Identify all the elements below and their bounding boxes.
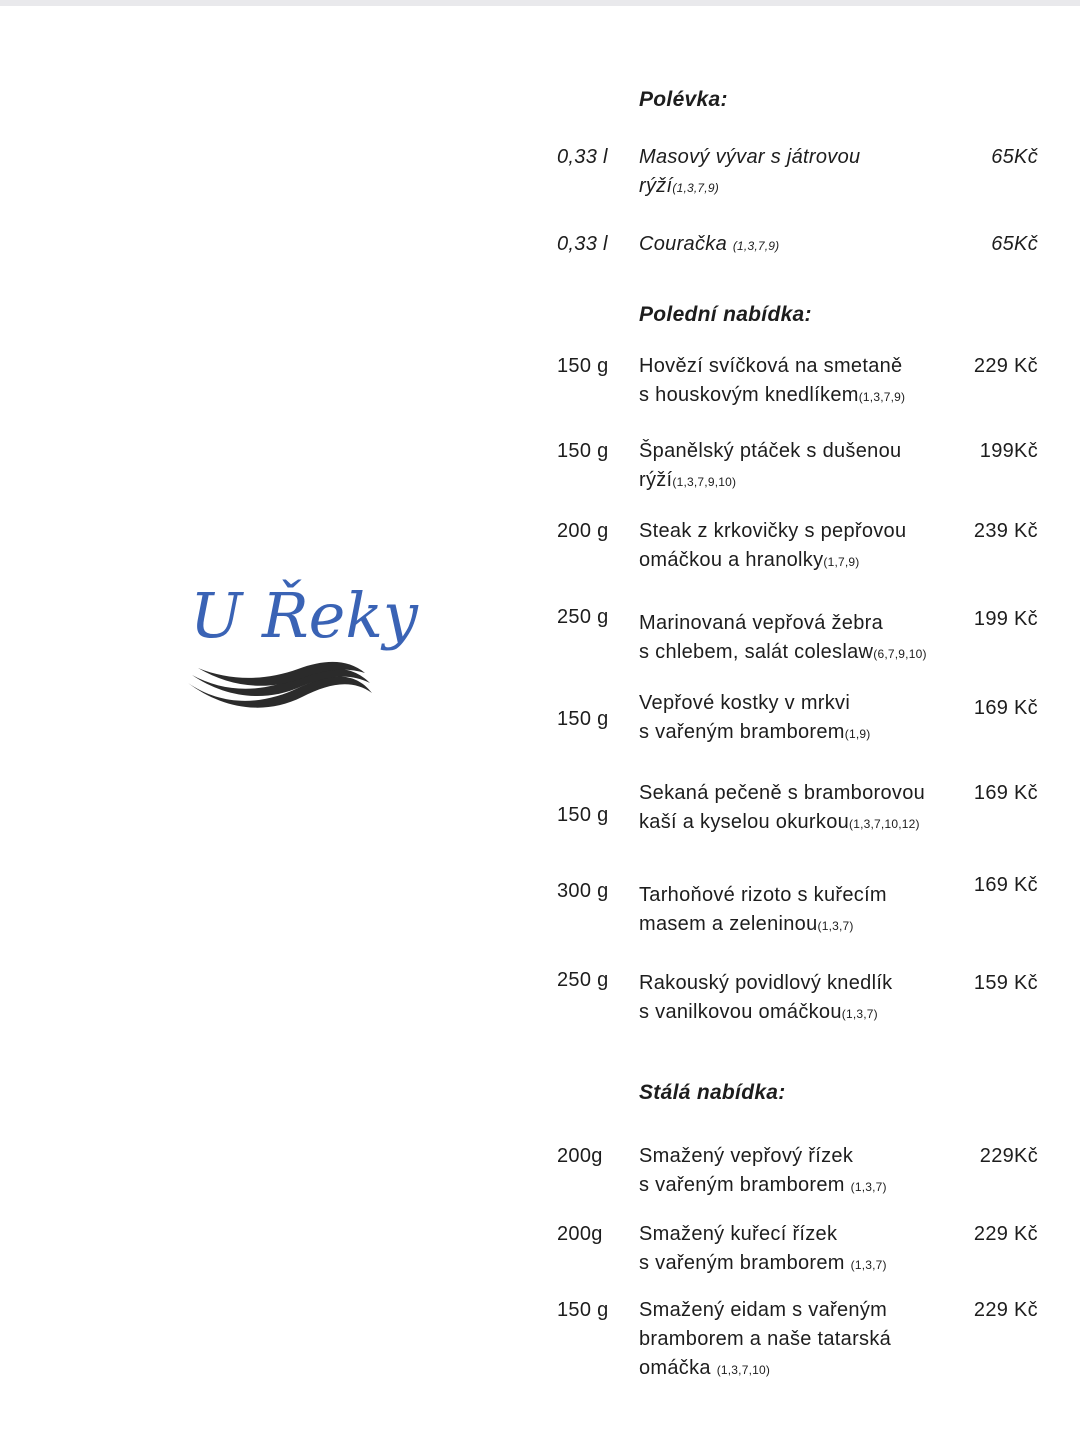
- logo-text: U Řeky: [190, 579, 418, 652]
- item-name: [639, 517, 959, 577]
- item-price: 229 Kč: [973, 1299, 1038, 1321]
- item-quantity: 0,33 l: [557, 233, 608, 255]
- item-name-line: [639, 1220, 959, 1249]
- item-name-line: [639, 546, 959, 577]
- item-price: 169 Kč: [973, 782, 1038, 804]
- item-name-line: [639, 881, 959, 910]
- item-quantity: 300 g: [557, 880, 609, 902]
- section-title: Polední nabídka:: [639, 303, 812, 326]
- item-name: [639, 230, 959, 261]
- item-price: 65Kč: [991, 233, 1038, 255]
- item-name-line: [639, 1171, 959, 1202]
- section-title: Polévka:: [639, 88, 728, 111]
- item-name: [639, 779, 959, 839]
- item-name-line: [639, 779, 959, 808]
- item-quantity: 150 g: [557, 355, 609, 377]
- item-quantity: 200g: [557, 1145, 603, 1167]
- item-quantity: 150 g: [557, 708, 609, 730]
- item-name: [639, 689, 959, 749]
- item-allergens: (1,3,7,9,10): [672, 475, 737, 489]
- item-name-text: Španělský ptáček s dušenou: [639, 440, 902, 462]
- item-name-line: [639, 718, 959, 749]
- item-name: [639, 437, 959, 497]
- item-quantity: 150 g: [557, 440, 609, 462]
- item-name: [639, 609, 959, 669]
- item-price: 159 Kč: [973, 972, 1038, 994]
- item-quantity: 250 g: [557, 606, 609, 628]
- item-allergens: (1,3,7): [817, 919, 854, 933]
- item-allergens: (1,3,7,10): [716, 1363, 771, 1377]
- item-price: 169 Kč: [973, 697, 1038, 719]
- item-name-line: [639, 808, 959, 839]
- item-name-line: [639, 689, 959, 718]
- item-name-text: Smažený vepřový řízek: [639, 1145, 854, 1167]
- item-name-text: rýží: [639, 469, 673, 491]
- item-name-text: omáčkou a hranolky: [639, 549, 824, 571]
- item-name-text: Rakouský povidlový knedlík: [639, 972, 893, 994]
- item-name: [639, 1220, 959, 1280]
- item-name-text: Sekaná pečeně s bramborovou: [639, 782, 926, 804]
- item-name-line: [639, 466, 959, 497]
- item-name-text: Vepřové kostky v mrkvi: [639, 692, 851, 714]
- item-name-line: [639, 230, 959, 261]
- item-name-line: [639, 172, 959, 203]
- item-quantity: 150 g: [557, 804, 609, 826]
- item-name-line: [639, 969, 959, 998]
- item-quantity: 0,33 l: [557, 146, 608, 168]
- item-name-line: [639, 1142, 959, 1171]
- item-allergens: (1,7,9): [823, 555, 860, 569]
- item-name-text: s vařeným bramborem: [639, 1252, 851, 1274]
- item-name-text: Couračka: [639, 233, 733, 255]
- item-name-text: bramborem a naše tatarská: [639, 1328, 892, 1350]
- item-name-line: [639, 437, 959, 466]
- item-name-text: Tarhoňové rizoto s kuřecím: [639, 884, 887, 906]
- item-name-line: [639, 381, 959, 412]
- item-name: [639, 881, 959, 941]
- item-price: 65Kč: [991, 146, 1038, 168]
- section-title: Stálá nabídka:: [639, 1081, 786, 1104]
- item-price: 169 Kč: [973, 874, 1038, 896]
- item-price: 229 Kč: [973, 355, 1038, 377]
- item-name: [639, 1296, 959, 1385]
- item-name-line: [639, 143, 959, 172]
- item-name-text: Hovězí svíčková na smetaně: [639, 355, 903, 377]
- item-name: [639, 1142, 959, 1202]
- item-name: [639, 969, 959, 1029]
- item-name-text: s houskovým knedlíkem: [639, 384, 859, 406]
- item-name-text: Smažený kuřecí řízek: [639, 1223, 838, 1245]
- item-quantity: 150 g: [557, 1299, 609, 1321]
- item-price: 229 Kč: [973, 1223, 1038, 1245]
- item-name-line: [639, 1296, 959, 1325]
- item-allergens: (1,3,7): [850, 1258, 887, 1272]
- item-name-text: s chlebem, salát coleslaw: [639, 641, 874, 663]
- item-name-line: [639, 609, 959, 638]
- item-quantity: 250 g: [557, 969, 609, 991]
- item-name-line: [639, 1325, 959, 1354]
- item-allergens: (1,3,7,9): [732, 239, 780, 253]
- item-allergens: (1,3,7,10,12): [849, 817, 920, 831]
- item-quantity: 200 g: [557, 520, 609, 542]
- item-allergens: (1,9): [844, 727, 871, 741]
- item-name-line: [639, 352, 959, 381]
- item-price: 239 Kč: [973, 520, 1038, 542]
- item-name: [639, 352, 959, 412]
- item-price: 199Kč: [979, 440, 1038, 462]
- item-name-line: [639, 517, 959, 546]
- item-name-line: [639, 998, 959, 1029]
- item-name-text: rýží: [639, 175, 673, 197]
- item-price: 229Kč: [979, 1145, 1038, 1167]
- item-name-text: s vařeným bramborem: [639, 721, 845, 743]
- item-name-text: s vařeným bramborem: [639, 1174, 851, 1196]
- item-name-line: [639, 1354, 959, 1385]
- item-name-text: s vanilkovou omáčkou: [639, 1001, 842, 1023]
- item-name-text: Masový vývar s játrovou: [639, 146, 861, 168]
- item-name-text: Marinovaná vepřová žebra: [639, 612, 883, 634]
- item-name-text: kaší a kyselou okurkou: [639, 811, 850, 833]
- item-allergens: (1,3,7): [841, 1007, 878, 1021]
- item-allergens: (1,3,7,9): [672, 181, 719, 195]
- item-quantity: 200g: [557, 1223, 603, 1245]
- item-name-text: Steak z krkovičky s pepřovou: [639, 520, 907, 542]
- item-name-text: masem a zeleninou: [639, 913, 818, 935]
- item-name-line: [639, 1249, 959, 1280]
- item-allergens: (6,7,9,10): [873, 647, 927, 661]
- item-price: 199 Kč: [973, 608, 1038, 630]
- item-allergens: (1,3,7): [850, 1180, 887, 1194]
- item-name-text: Smažený eidam s vařeným: [639, 1299, 888, 1321]
- item-name: [639, 143, 959, 203]
- item-name-text: omáčka: [639, 1357, 717, 1379]
- item-name-line: [639, 638, 959, 669]
- item-name-line: [639, 910, 959, 941]
- item-allergens: (1,3,7,9): [858, 390, 906, 404]
